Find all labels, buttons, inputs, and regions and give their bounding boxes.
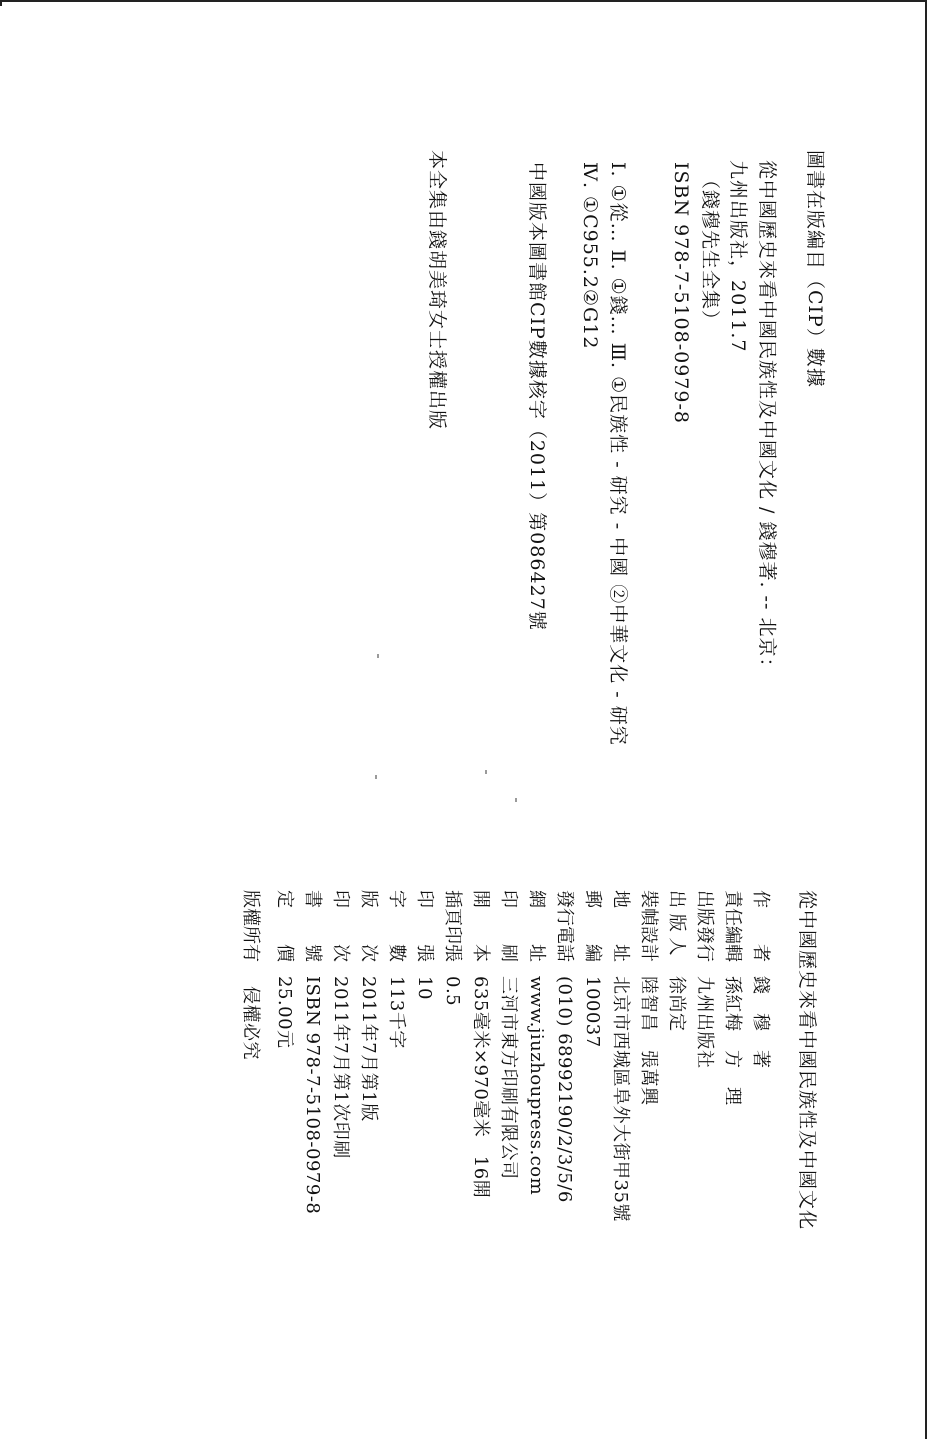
colophon-value: 三河市東方印刷有限公司 <box>498 976 519 1180</box>
colophon-label: 地 址 <box>610 890 631 962</box>
colophon-value: 0.5 <box>442 976 463 1007</box>
colophon-label: 印 刷 <box>498 890 519 962</box>
colophon-row <box>272 890 296 1049</box>
colophon-label: 發行電話 <box>554 890 575 962</box>
colophon-label: 出版發行 <box>694 890 715 962</box>
colophon-label: 書 號 <box>302 890 323 962</box>
colophon-label: 責任編輯 <box>722 890 743 962</box>
colophon-label: 郵 編 <box>582 890 603 962</box>
colophon-row <box>384 890 408 1049</box>
scan-speck <box>377 654 379 658</box>
colophon-label: 裝幀設計 <box>638 890 659 962</box>
colophon-label: 版 次 <box>358 890 379 962</box>
colophon-row <box>496 890 520 1180</box>
scan-speck <box>485 770 487 774</box>
colophon-row <box>692 890 716 1069</box>
colophon-label: 插頁印張 <box>442 890 463 962</box>
colophon-row <box>580 890 604 1048</box>
colophon-value: 113千字 <box>386 976 407 1049</box>
colophon-book-title: 從中國歷史來看中國民族性及中國文化 <box>796 890 818 1231</box>
cip-subject-line-1: Ⅰ. ①從… Ⅱ. ①錢… Ⅲ. ①民族性 - 研究 - 中國 ②中華文化 - 研究 <box>607 162 629 746</box>
colophon-value: 九州出版社 <box>694 976 715 1069</box>
colophon-value: 100037 <box>582 976 603 1048</box>
cip-series-line: （錢穆先生全集） <box>699 170 721 331</box>
colophon-label: 開 本 <box>470 890 491 962</box>
colophon-value: (010) 68992190/2/3/5/6 <box>554 976 575 1203</box>
colophon-value: www.jiuzhoupress.com <box>526 976 547 1196</box>
colophon-row <box>328 890 352 1159</box>
colophon-value: 徐尚定 <box>666 976 687 1032</box>
colophon-row <box>552 890 576 1203</box>
colophon-rights <box>238 890 262 1060</box>
cip-number: 中國版本圖書館CIP數據核字（2011）第086427號 <box>526 162 548 631</box>
colophon-value: 10 <box>414 976 435 1000</box>
colophon-value: 錢 穆 著 <box>750 976 771 1069</box>
cip-publisher-line: 九州出版社，2011.7 <box>727 160 749 353</box>
colophon-row <box>412 890 436 1000</box>
colophon-label: 出 版 人 <box>666 890 687 956</box>
cip-authorization: 本全集由錢胡美琦女士授權出版 <box>426 150 448 431</box>
colophon-label: 網 址 <box>526 890 547 962</box>
colophon-row <box>748 890 772 1069</box>
colophon-value: 2011年7月第1版 <box>358 976 379 1122</box>
colophon-label: 定 價 <box>274 890 295 962</box>
colophon-value: 25.00元 <box>274 976 295 1049</box>
colophon-value: 孫紅梅 方 理 <box>722 976 743 1106</box>
cip-heading: 圖書在版編目（CIP）數據 <box>804 150 826 388</box>
scan-speck <box>375 775 377 779</box>
colophon-row <box>468 890 492 1198</box>
colophon-label: 印 次 <box>330 890 351 962</box>
rights-label: 版權所有 <box>240 890 261 962</box>
colophon-row <box>636 890 660 1106</box>
colophon-row <box>356 890 380 1122</box>
colophon-label: 印 張 <box>414 890 435 962</box>
colophon-row <box>440 890 464 1006</box>
cip-subject-line-2: Ⅳ. ①C955.2②G12 <box>579 162 601 350</box>
colophon-value: ISBN 978-7-5108-0979-8 <box>302 976 323 1215</box>
colophon-row <box>300 890 324 1214</box>
colophon-value: 北京市西城區阜外大街甲35號 <box>610 976 631 1222</box>
scan-speck <box>515 798 517 802</box>
colophon-label: 字 數 <box>386 890 407 962</box>
colophon-row <box>524 890 548 1195</box>
colophon-row <box>608 890 632 1222</box>
colophon-row <box>664 890 688 1032</box>
colophon-row <box>720 890 744 1106</box>
colophon-value: 2011年7月第1次印刷 <box>330 976 351 1159</box>
cip-title-line: 從中國歷史來看中國民族性及中國文化 / 錢穆著. -- 北京： <box>756 160 778 678</box>
colophon-value: 陸智昌 張萬興 <box>638 976 659 1106</box>
colophon-value: 635毫米×970毫米 16開 <box>470 976 491 1199</box>
rights-value: 侵權必究 <box>240 986 261 1060</box>
colophon-label: 作 者 <box>750 890 771 962</box>
cip-isbn-line: ISBN 978-7-5108-0979-8 <box>670 162 692 424</box>
